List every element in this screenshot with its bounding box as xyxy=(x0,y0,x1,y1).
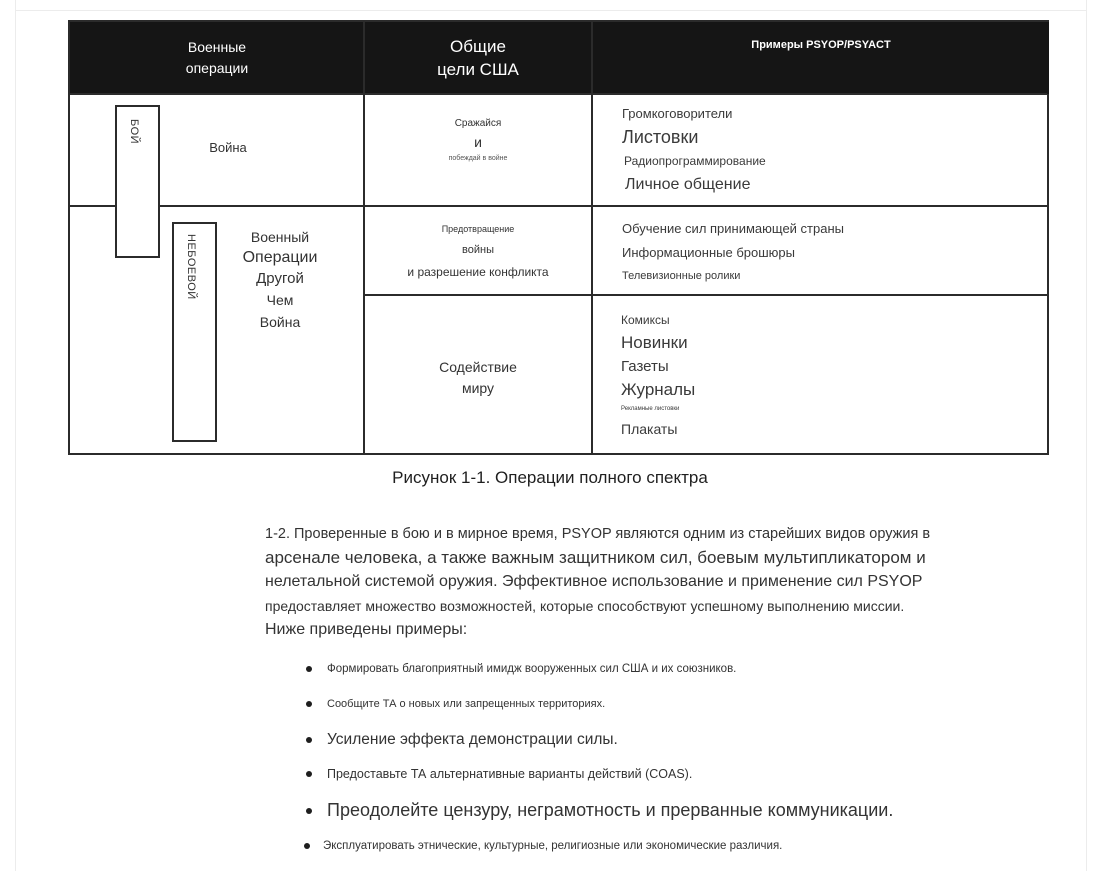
examples-war-list xyxy=(622,104,766,197)
example-item: Личное общение xyxy=(625,176,751,193)
example-item: Комиксы xyxy=(621,313,670,327)
example-item: Листовки xyxy=(622,127,699,147)
page-border-right xyxy=(1086,0,1087,871)
bullet-icon xyxy=(306,808,312,814)
header-text-line: Общие xyxy=(450,37,506,56)
bullet-item xyxy=(300,698,605,710)
example-item: Журналы xyxy=(621,380,696,399)
goal-deter-war xyxy=(365,219,591,283)
goal-line: миру xyxy=(461,380,495,396)
example-item: Радиопрограммирование xyxy=(624,154,766,168)
examples-deter-list xyxy=(622,217,844,287)
paragraph-line: арсенале человека, а также важным защитником сил, боевым мультипликатором и xyxy=(265,548,926,567)
row-divider xyxy=(365,294,1047,296)
bullet-icon xyxy=(306,701,312,707)
example-item: Обучение сил принимающей страны xyxy=(622,221,844,236)
noncombat-box xyxy=(172,222,217,442)
example-item: Громкоговорители xyxy=(622,106,733,121)
goal-line: Предотвращение xyxy=(441,224,515,234)
paragraph-line: 1-2. Проверенные в бою и в мирное время, PSYOP являются одним из старейших видов оружия в xyxy=(265,526,931,542)
page-border-top xyxy=(15,10,1087,11)
bullet-text: Предоставьте ТА альтернативные варианты действий (COAS). xyxy=(327,767,693,781)
bullet-icon xyxy=(304,843,310,849)
mootw-line: Война xyxy=(259,314,301,330)
header-text: Примеры PSYOP/PSYACT xyxy=(751,39,891,51)
bullet-icon xyxy=(306,666,312,672)
row-divider xyxy=(70,205,1047,207)
header-text-line: цели США xyxy=(437,60,519,79)
operation-war-text: Война xyxy=(209,140,247,155)
bullet-text: Формировать благоприятный имидж вооруженных сил США и их союзников. xyxy=(327,663,737,675)
goal-line: и разрешение конфликта xyxy=(407,265,549,279)
bullet-item xyxy=(300,767,692,781)
header-military-operations xyxy=(70,22,364,94)
example-item: Новинки xyxy=(621,333,688,352)
goal-line: Сражайся xyxy=(454,118,502,129)
noncombat-label: НЕБОЕВОЙ xyxy=(185,234,197,300)
bullet-item xyxy=(300,731,618,749)
paragraph-line: предоставляет множество возможностей, которые способствуют успешному выполнению миссии. xyxy=(265,598,905,614)
header-examples xyxy=(593,22,1049,94)
bullet-text: Эксплуатировать этнические, культурные, религиозные или экономические различия. xyxy=(323,840,783,852)
combat-label: БОЙ xyxy=(128,119,140,145)
figure-caption: Рисунок 1-1. Операции полного спектра xyxy=(392,468,708,487)
example-item: Информационные брошюры xyxy=(622,245,795,260)
examples-peace-list xyxy=(621,309,695,441)
bullet-item xyxy=(300,840,782,852)
goal-line: Содействие xyxy=(439,359,517,375)
goal-fight-and-win xyxy=(365,116,591,166)
operation-war xyxy=(188,140,268,155)
operation-mootw xyxy=(230,227,330,333)
goal-line: и xyxy=(474,134,482,150)
example-item: Газеты xyxy=(621,358,669,375)
paragraph-1-2 xyxy=(265,522,1065,642)
bullet-text: Преодолейте цензуру, неграмотность и прерванные коммуникации. xyxy=(327,800,894,820)
goal-line: войны xyxy=(462,244,494,256)
goal-line: побеждай в войне xyxy=(448,155,508,162)
combat-box xyxy=(115,105,160,258)
example-item: Рекламные листовки xyxy=(621,406,680,412)
example-item: Телевизионные ролики xyxy=(622,270,741,282)
paragraph-line: нелетальной системой оружия. Эффективное использование и применение сил PSYOP xyxy=(265,573,923,590)
paragraph-line: Ниже приведены примеры: xyxy=(265,621,468,638)
example-item: Плакаты xyxy=(621,421,678,437)
goal-promote-peace xyxy=(365,357,591,399)
header-text-line: Военные xyxy=(187,39,247,55)
mootw-line: Военный xyxy=(250,229,310,245)
full-spectrum-operations-figure xyxy=(68,20,1049,455)
column-divider xyxy=(591,22,593,453)
mootw-line: Другой xyxy=(256,270,304,287)
mootw-line: Операции xyxy=(242,249,318,266)
header-text-line: операции xyxy=(185,60,249,76)
bullet-icon xyxy=(306,737,312,743)
bullet-item xyxy=(300,800,893,821)
bullet-text: Усиление эффекта демонстрации силы. xyxy=(327,731,618,748)
bullet-item xyxy=(300,663,736,675)
page-border-left xyxy=(15,0,16,871)
bullet-text: Сообщите ТА о новых или запрещенных территориях. xyxy=(327,698,606,710)
header-us-goals xyxy=(365,22,591,94)
row-divider xyxy=(70,93,1047,95)
bullet-icon xyxy=(306,771,312,777)
mootw-line: Чем xyxy=(266,292,294,308)
